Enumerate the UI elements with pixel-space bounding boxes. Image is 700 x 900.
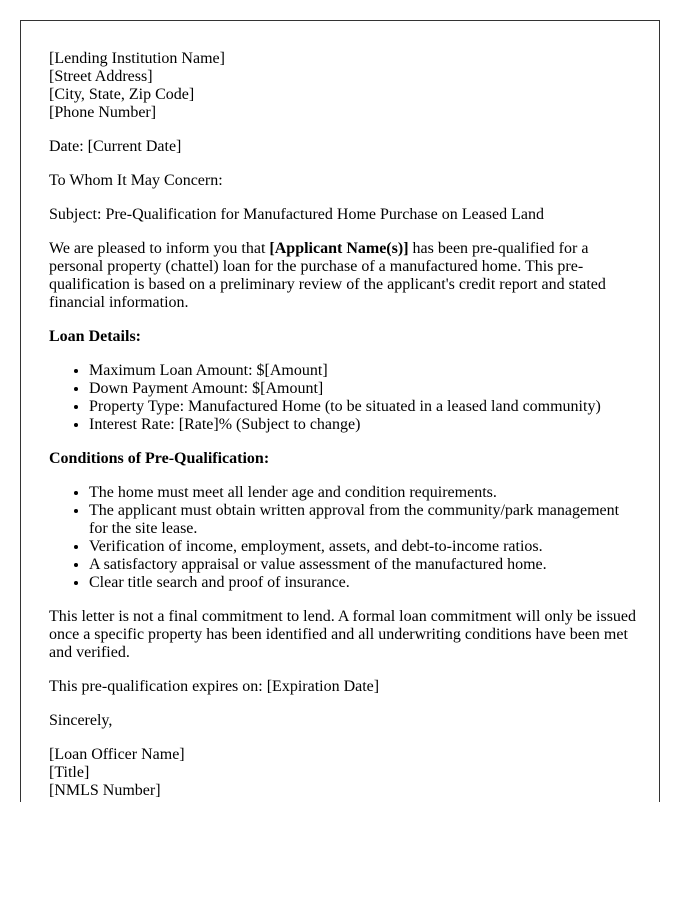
loan-officer-name: [Loan Officer Name] (49, 746, 185, 763)
date-line: Date: [Current Date] (49, 138, 182, 155)
list-item: • A satisfactory appraisal or value assessment of the manufactured home. (89, 556, 639, 574)
officer-title: [Title] (49, 764, 90, 781)
intro-text-before: We are pleased to inform you that (49, 240, 270, 257)
disclaimer-paragraph: This letter is not a final commitment to lend. A formal loan commitment will only be issued once a specific property has been identified and all underwriting conditions have been met and verified. (49, 608, 637, 661)
phone-number: [Phone Number] (49, 104, 157, 121)
intro-paragraph (49, 240, 639, 312)
applicant-name: [Applicant Name(s)] (269, 240, 409, 257)
signature-block (49, 746, 639, 800)
street-address: [Street Address] (49, 68, 153, 85)
list-item: • Clear title search and proof of insurance. (89, 574, 639, 592)
city-state-zip: [City, State, Zip Code] (49, 86, 195, 103)
closing: Sincerely, (49, 712, 113, 729)
conditions-heading: Conditions of Pre-Qualification: (49, 450, 270, 467)
letter-content (49, 50, 639, 802)
loan-details-list (49, 362, 639, 434)
nmls-number: [NMLS Number] (49, 782, 161, 799)
intro-text-after: has been pre-qualified for a personal property (chattel) loan for the purchase of a manufactured home. This pre-qualification is based on a preliminary review of the applicant's credit report and stated financial information. (49, 240, 606, 311)
list-item: • Verification of income, employment, assets, and debt-to-income ratios. (89, 538, 639, 556)
expiration-line: This pre-qualification expires on: [Expiration Date] (49, 678, 380, 695)
list-item: • The applicant must obtain written approval from the community/park management for the site lease. (89, 502, 639, 538)
list-item: • The home must meet all lender age and condition requirements. (89, 484, 639, 502)
institution-name: [Lending Institution Name] (49, 50, 225, 67)
list-item: • Maximum Loan Amount: $[Amount] (89, 362, 639, 380)
list-item: • Property Type: Manufactured Home (to be situated in a leased land community) (89, 398, 639, 416)
conditions-list (49, 484, 639, 592)
subject-line: Subject: Pre-Qualification for Manufactured Home Purchase on Leased Land (49, 206, 544, 223)
list-item: • Interest Rate: [Rate]% (Subject to change) (89, 416, 639, 434)
letterhead (49, 50, 639, 122)
letter-page (20, 20, 660, 802)
salutation: To Whom It May Concern: (49, 172, 223, 189)
list-item: • Down Payment Amount: $[Amount] (89, 380, 639, 398)
loan-details-heading: Loan Details: (49, 328, 141, 345)
